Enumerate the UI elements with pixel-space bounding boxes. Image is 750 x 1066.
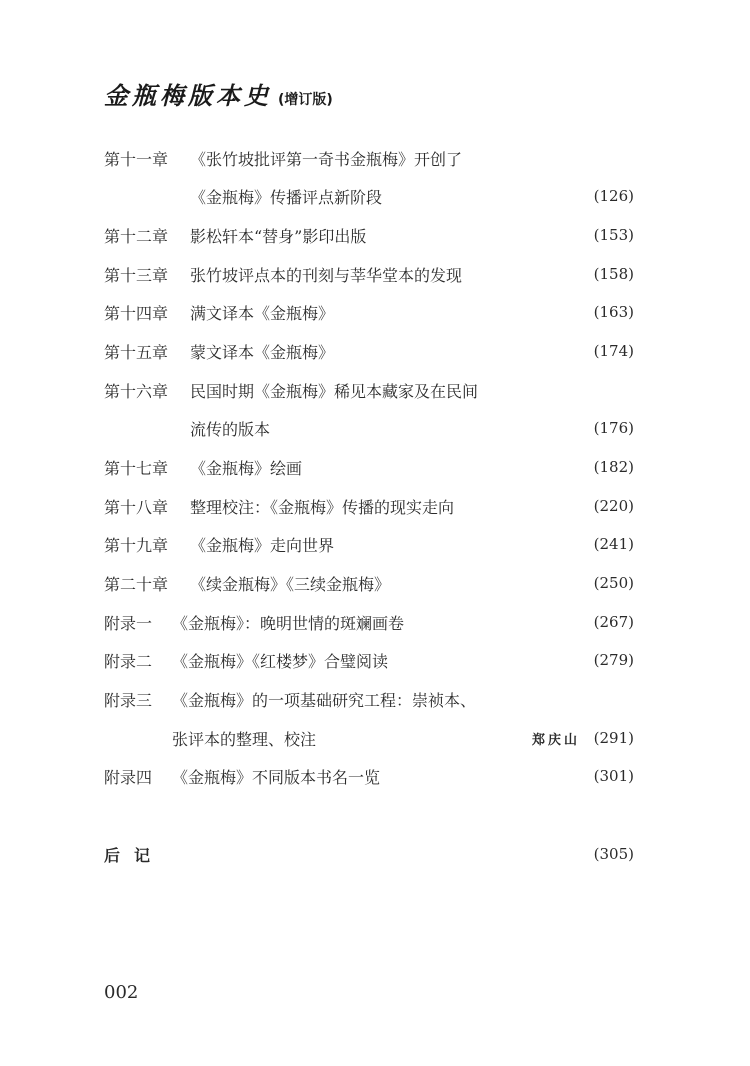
dot-leader — [372, 221, 584, 249]
appendix-title: 《金瓶梅》《红楼梦》合璧阅读 — [172, 651, 389, 671]
chapter-title: 影松轩本“替身”影印出版 — [190, 226, 367, 246]
page-number: (250) — [593, 574, 634, 592]
chapter-label: 第十七章 — [104, 458, 169, 478]
page-number: (158) — [593, 265, 634, 283]
author-name: 郑庆山 — [531, 732, 580, 748]
page-number: (126) — [593, 187, 634, 205]
chapter-title: 流传的版本 — [190, 419, 271, 439]
chapter-label: 第十八章 — [104, 497, 169, 517]
toc-entry-ch20 — [104, 569, 634, 597]
toc-entry-ch12 — [104, 221, 634, 249]
dot-leader — [386, 762, 584, 790]
chapter-title: 整理校注：《金瓶梅》传播的现实走向 — [190, 497, 455, 517]
chapter-label: 第十一章 — [104, 149, 169, 169]
toc-entry-ch15 — [104, 337, 634, 365]
page-number: (241) — [593, 535, 634, 553]
dot-leader — [460, 492, 584, 520]
dot-leader — [340, 298, 584, 326]
page-number: (291) — [593, 729, 634, 747]
page-number: (163) — [593, 303, 634, 321]
chapter-title: 《金瓶梅》走向世界 — [190, 535, 335, 555]
chapter-title: 《金瓶梅》绘画 — [190, 458, 303, 478]
toc-entry-ch17 — [104, 453, 634, 481]
page-number: (176) — [593, 419, 634, 437]
appendix-label: 附录三 — [104, 690, 153, 710]
dot-leader — [170, 840, 584, 868]
toc-entry-ch18 — [104, 492, 634, 520]
edition-label: (增订版) — [278, 92, 333, 108]
dot-leader — [468, 260, 584, 288]
appendix-label: 附录二 — [104, 651, 153, 671]
toc-entry-ch13 — [104, 260, 634, 288]
toc-entry-appendix-3-cont — [104, 724, 634, 752]
dot-leader — [276, 414, 584, 442]
appendix-label: 附录一 — [104, 613, 153, 633]
running-header — [104, 76, 333, 112]
chapter-title: 《金瓶梅》传播评点新阶段 — [190, 187, 383, 207]
page-number: (220) — [593, 497, 634, 515]
dot-leader — [322, 724, 526, 752]
book-title: 金瓶梅版本史 — [104, 81, 272, 110]
chapter-title: 满文译本《金瓶梅》 — [190, 303, 335, 323]
chapter-label: 第十九章 — [104, 535, 169, 555]
toc-entry-appendix-4 — [104, 762, 634, 790]
chapter-title: 蒙文译本《金瓶梅》 — [190, 342, 335, 362]
toc-entry-ch11 — [104, 144, 634, 172]
toc-entry-ch11-cont — [104, 182, 634, 210]
page-number: (267) — [593, 613, 634, 631]
toc-entry-ch14 — [104, 298, 634, 326]
page-number: (305) — [593, 845, 634, 863]
chapter-title: 《续金瓶梅》《三续金瓶梅》 — [190, 574, 391, 594]
afterword-label: 后记 — [104, 845, 165, 865]
page-number: (174) — [593, 342, 634, 360]
dot-leader — [388, 182, 584, 210]
chapter-title: 民国时期《金瓶梅》稀见本藏家及在民间 — [190, 381, 479, 401]
chapter-title: 张竹坡评点本的刊刻与莘华堂本的发现 — [190, 265, 463, 285]
chapter-label: 第十四章 — [104, 303, 169, 323]
toc-entry-ch16-cont — [104, 414, 634, 442]
toc-entry-ch19 — [104, 530, 634, 558]
chapter-label: 第二十章 — [104, 574, 169, 594]
toc-entry-afterword — [104, 840, 634, 868]
appendix-title: 《金瓶梅》：晚明世情的斑斓画卷 — [172, 613, 405, 633]
dot-leader — [340, 530, 584, 558]
page-number: (301) — [593, 767, 634, 785]
page-number: (279) — [593, 651, 634, 669]
chapter-label: 第十三章 — [104, 265, 169, 285]
toc-entry-appendix-1 — [104, 608, 634, 636]
dot-leader — [396, 569, 584, 597]
appendix-title: 张评本的整理、校注 — [172, 729, 317, 749]
chapter-label: 第十五章 — [104, 342, 169, 362]
appendix-title: 《金瓶梅》不同版本书名一览 — [172, 767, 381, 787]
dot-leader — [410, 608, 584, 636]
dot-leader — [340, 337, 584, 365]
dot-leader — [308, 453, 584, 481]
chapter-label: 第十六章 — [104, 381, 169, 401]
toc-entry-ch16 — [104, 376, 634, 404]
dot-leader — [394, 646, 584, 674]
chapter-title: 《张竹坡批评第一奇书金瓶梅》开创了 — [190, 149, 463, 169]
toc-entry-appendix-3 — [104, 685, 634, 713]
appendix-label: 附录四 — [104, 767, 153, 787]
page-folio: 002 — [104, 982, 139, 1003]
chapter-label: 第十二章 — [104, 226, 169, 246]
page-number: (182) — [593, 458, 634, 476]
toc-entry-appendix-2 — [104, 646, 634, 674]
page-number: (153) — [593, 226, 634, 244]
appendix-title: 《金瓶梅》的一项基础研究工程：崇祯本、 — [172, 690, 477, 710]
